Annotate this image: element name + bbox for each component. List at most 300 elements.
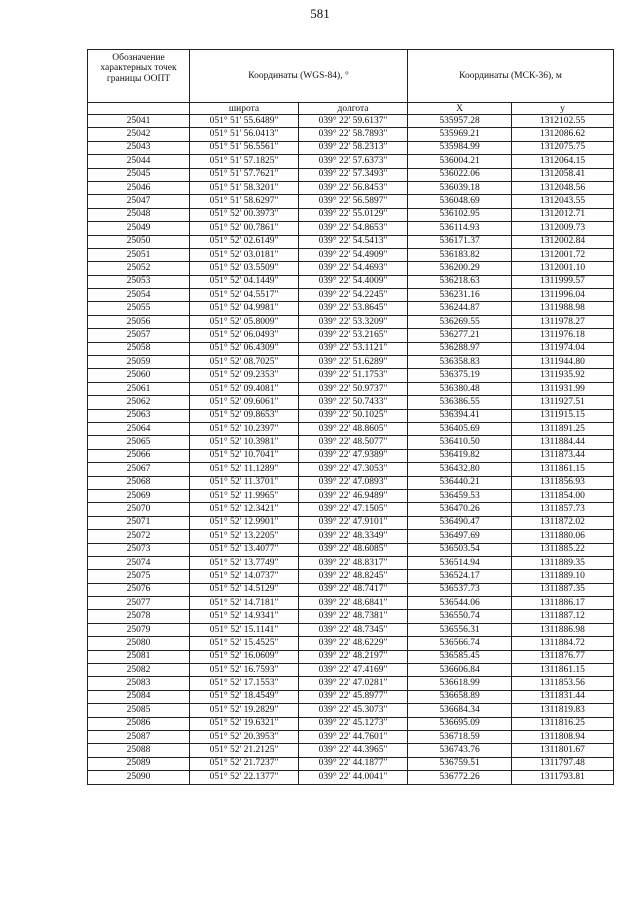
longitude-cell: 039° 22' 48.8605"	[299, 422, 408, 435]
y-coordinate-cell: 1311801.67	[512, 744, 614, 757]
x-coordinate-cell: 536218.63	[408, 275, 512, 288]
y-coordinate-cell: 1312001.10	[512, 262, 614, 275]
header-msk36-coordinates: Координаты (МСК-36), м	[408, 50, 614, 103]
x-coordinate-cell: 536244.87	[408, 302, 512, 315]
latitude-cell: 051° 52' 20.3953"	[190, 730, 299, 743]
x-coordinate-cell: 536759.51	[408, 757, 512, 770]
point-id-cell: 25046	[88, 181, 190, 194]
latitude-cell: 051° 52' 14.0737"	[190, 570, 299, 583]
point-id-cell: 25054	[88, 289, 190, 302]
y-coordinate-cell: 1311876.77	[512, 650, 614, 663]
x-coordinate-cell: 536102.95	[408, 208, 512, 221]
x-coordinate-cell: 536022.06	[408, 168, 512, 181]
x-coordinate-cell: 536772.26	[408, 771, 512, 784]
latitude-cell: 051° 52' 02.6149"	[190, 235, 299, 248]
point-id-cell: 25087	[88, 730, 190, 743]
table-row	[88, 128, 614, 141]
longitude-cell: 039° 22' 54.4909"	[299, 248, 408, 261]
point-id-cell: 25052	[88, 262, 190, 275]
table-row	[88, 181, 614, 194]
longitude-cell: 039° 22' 48.7345"	[299, 623, 408, 636]
longitude-cell: 039° 22' 57.6373"	[299, 155, 408, 168]
table-body	[88, 115, 614, 785]
point-id-cell: 25066	[88, 449, 190, 462]
y-coordinate-cell: 1311853.56	[512, 677, 614, 690]
x-coordinate-cell: 536004.21	[408, 155, 512, 168]
table-row	[88, 597, 614, 610]
y-coordinate-cell: 1311887.12	[512, 610, 614, 623]
x-coordinate-cell: 536514.94	[408, 556, 512, 569]
longitude-cell: 039° 22' 44.1877"	[299, 757, 408, 770]
table-row	[88, 369, 614, 382]
y-coordinate-cell: 1311935.92	[512, 369, 614, 382]
latitude-cell: 051° 52' 19.2829"	[190, 704, 299, 717]
longitude-cell: 039° 22' 44.0041"	[299, 771, 408, 784]
y-coordinate-cell: 1311854.00	[512, 489, 614, 502]
point-id-cell: 25068	[88, 476, 190, 489]
subheader-latitude: широта	[190, 103, 299, 115]
latitude-cell: 051° 52' 04.1449"	[190, 275, 299, 288]
table-row	[88, 690, 614, 703]
y-coordinate-cell: 1311891.25	[512, 422, 614, 435]
table-row	[88, 342, 614, 355]
longitude-cell: 039° 22' 48.6229"	[299, 637, 408, 650]
point-id-cell: 25049	[88, 222, 190, 235]
x-coordinate-cell: 536048.69	[408, 195, 512, 208]
latitude-cell: 051° 52' 00.3973"	[190, 208, 299, 221]
longitude-cell: 039° 22' 54.8653"	[299, 222, 408, 235]
latitude-cell: 051° 52' 03.0181"	[190, 248, 299, 261]
longitude-cell: 039° 22' 45.8977"	[299, 690, 408, 703]
latitude-cell: 051° 52' 14.5129"	[190, 583, 299, 596]
point-id-cell: 25084	[88, 690, 190, 703]
longitude-cell: 039° 22' 44.7601"	[299, 730, 408, 743]
table-row	[88, 208, 614, 221]
x-coordinate-cell: 536200.29	[408, 262, 512, 275]
point-id-cell: 25081	[88, 650, 190, 663]
latitude-cell: 051° 52' 15.1141"	[190, 623, 299, 636]
table-row	[88, 543, 614, 556]
latitude-cell: 051° 52' 04.9981"	[190, 302, 299, 315]
latitude-cell: 051° 51' 58.3201"	[190, 181, 299, 194]
subheader-x: X	[408, 103, 512, 115]
y-coordinate-cell: 1311797.48	[512, 757, 614, 770]
table-row	[88, 115, 614, 128]
x-coordinate-cell: 536432.80	[408, 463, 512, 476]
table-row	[88, 275, 614, 288]
table-row	[88, 141, 614, 154]
latitude-cell: 051° 52' 14.9341"	[190, 610, 299, 623]
y-coordinate-cell: 1311793.81	[512, 771, 614, 784]
x-coordinate-cell: 536618.99	[408, 677, 512, 690]
x-coordinate-cell: 536358.83	[408, 356, 512, 369]
header-point-designation: Обозначение характерных точек границы ООПТ	[88, 50, 190, 103]
table-row	[88, 583, 614, 596]
subheader-y: у	[512, 103, 614, 115]
table-row	[88, 315, 614, 328]
table-row	[88, 516, 614, 529]
longitude-cell: 039° 22' 44.3965"	[299, 744, 408, 757]
longitude-cell: 039° 22' 58.2313"	[299, 141, 408, 154]
table-row	[88, 503, 614, 516]
coordinates-table	[87, 49, 614, 785]
longitude-cell: 039° 22' 53.3209"	[299, 315, 408, 328]
point-id-cell: 25059	[88, 356, 190, 369]
point-id-cell: 25088	[88, 744, 190, 757]
x-coordinate-cell: 536695.09	[408, 717, 512, 730]
x-coordinate-cell: 536375.19	[408, 369, 512, 382]
latitude-cell: 051° 52' 21.2125"	[190, 744, 299, 757]
point-id-cell: 25067	[88, 463, 190, 476]
latitude-cell: 051° 52' 00.7861"	[190, 222, 299, 235]
point-id-cell: 25044	[88, 155, 190, 168]
subheader-empty	[88, 103, 190, 115]
x-coordinate-cell: 536544.06	[408, 597, 512, 610]
x-coordinate-cell: 535969.21	[408, 128, 512, 141]
longitude-cell: 039° 22' 58.7893"	[299, 128, 408, 141]
table-row	[88, 195, 614, 208]
latitude-cell: 051° 52' 06.0493"	[190, 329, 299, 342]
x-coordinate-cell: 535984.99	[408, 141, 512, 154]
point-id-cell: 25077	[88, 597, 190, 610]
x-coordinate-cell: 536503.54	[408, 543, 512, 556]
x-coordinate-cell: 536386.55	[408, 396, 512, 409]
x-coordinate-cell: 536231.16	[408, 289, 512, 302]
longitude-cell: 039° 22' 47.0893"	[299, 476, 408, 489]
longitude-cell: 039° 22' 50.7433"	[299, 396, 408, 409]
x-coordinate-cell: 536410.50	[408, 436, 512, 449]
y-coordinate-cell: 1311944.80	[512, 356, 614, 369]
point-id-cell: 25058	[88, 342, 190, 355]
latitude-cell: 051° 52' 10.3981"	[190, 436, 299, 449]
table-row	[88, 744, 614, 757]
x-coordinate-cell: 536497.69	[408, 530, 512, 543]
point-id-cell: 25060	[88, 369, 190, 382]
x-coordinate-cell: 536394.41	[408, 409, 512, 422]
longitude-cell: 039° 22' 48.8317"	[299, 556, 408, 569]
point-id-cell: 25042	[88, 128, 190, 141]
table-row	[88, 623, 614, 636]
y-coordinate-cell: 1312058.41	[512, 168, 614, 181]
latitude-cell: 051° 52' 03.5509"	[190, 262, 299, 275]
x-coordinate-cell: 536684.34	[408, 704, 512, 717]
y-coordinate-cell: 1311884.72	[512, 637, 614, 650]
y-coordinate-cell: 1311885.22	[512, 543, 614, 556]
longitude-cell: 039° 22' 59.6137"	[299, 115, 408, 128]
x-coordinate-cell: 536550.74	[408, 610, 512, 623]
x-coordinate-cell: 536269.55	[408, 315, 512, 328]
latitude-cell: 051° 52' 12.9901"	[190, 516, 299, 529]
y-coordinate-cell: 1311887.35	[512, 583, 614, 596]
table-row	[88, 396, 614, 409]
y-coordinate-cell: 1312001.72	[512, 248, 614, 261]
point-id-cell: 25090	[88, 771, 190, 784]
latitude-cell: 051° 52' 15.4525"	[190, 637, 299, 650]
y-coordinate-cell: 1311927.51	[512, 396, 614, 409]
longitude-cell: 039° 22' 46.9489"	[299, 489, 408, 502]
longitude-cell: 039° 22' 47.9389"	[299, 449, 408, 462]
table-row	[88, 637, 614, 650]
table-row	[88, 530, 614, 543]
table-row	[88, 248, 614, 261]
longitude-cell: 039° 22' 54.4009"	[299, 275, 408, 288]
y-coordinate-cell: 1311976.18	[512, 329, 614, 342]
y-coordinate-cell: 1311931.99	[512, 382, 614, 395]
x-coordinate-cell: 535957.28	[408, 115, 512, 128]
point-id-cell: 25050	[88, 235, 190, 248]
y-coordinate-cell: 1311816.25	[512, 717, 614, 730]
y-coordinate-cell: 1311861.15	[512, 463, 614, 476]
table-row	[88, 382, 614, 395]
point-id-cell: 25056	[88, 315, 190, 328]
point-id-cell: 25048	[88, 208, 190, 221]
latitude-cell: 051° 51' 56.5561"	[190, 141, 299, 154]
x-coordinate-cell: 536380.48	[408, 382, 512, 395]
x-coordinate-cell: 536566.74	[408, 637, 512, 650]
y-coordinate-cell: 1311889.10	[512, 570, 614, 583]
table-row	[88, 771, 614, 784]
latitude-cell: 051° 52' 09.8653"	[190, 409, 299, 422]
y-coordinate-cell: 1311873.44	[512, 449, 614, 462]
y-coordinate-cell: 1312075.75	[512, 141, 614, 154]
x-coordinate-cell: 536490.47	[408, 516, 512, 529]
point-id-cell: 25072	[88, 530, 190, 543]
y-coordinate-cell: 1312012.71	[512, 208, 614, 221]
longitude-cell: 039° 22' 53.8645"	[299, 302, 408, 315]
latitude-cell: 051° 52' 04.5517"	[190, 289, 299, 302]
table-row	[88, 717, 614, 730]
longitude-cell: 039° 22' 45.3073"	[299, 704, 408, 717]
longitude-cell: 039° 22' 51.1753"	[299, 369, 408, 382]
longitude-cell: 039° 22' 47.9101"	[299, 516, 408, 529]
table-row	[88, 664, 614, 677]
latitude-cell: 051° 51' 55.6489"	[190, 115, 299, 128]
y-coordinate-cell: 1311819.83	[512, 704, 614, 717]
longitude-cell: 039° 22' 50.9737"	[299, 382, 408, 395]
x-coordinate-cell: 536277.21	[408, 329, 512, 342]
longitude-cell: 039° 22' 47.3053"	[299, 463, 408, 476]
x-coordinate-cell: 536537.73	[408, 583, 512, 596]
table-row	[88, 235, 614, 248]
y-coordinate-cell: 1312048.56	[512, 181, 614, 194]
table-row	[88, 610, 614, 623]
latitude-cell: 051° 51' 56.0413"	[190, 128, 299, 141]
point-id-cell: 25079	[88, 623, 190, 636]
latitude-cell: 051° 52' 10.7041"	[190, 449, 299, 462]
latitude-cell: 051° 52' 11.3701"	[190, 476, 299, 489]
x-coordinate-cell: 536171.37	[408, 235, 512, 248]
y-coordinate-cell: 1311988.98	[512, 302, 614, 315]
subheader-longitude: долгота	[299, 103, 408, 115]
latitude-cell: 051° 52' 19.6321"	[190, 717, 299, 730]
y-coordinate-cell: 1311886.17	[512, 597, 614, 610]
y-coordinate-cell: 1311880.06	[512, 530, 614, 543]
point-id-cell: 25089	[88, 757, 190, 770]
table-row	[88, 302, 614, 315]
point-id-cell: 25043	[88, 141, 190, 154]
point-id-cell: 25045	[88, 168, 190, 181]
latitude-cell: 051° 51' 57.7621"	[190, 168, 299, 181]
latitude-cell: 051° 52' 22.1377"	[190, 771, 299, 784]
x-coordinate-cell: 536470.26	[408, 503, 512, 516]
x-coordinate-cell: 536658.89	[408, 690, 512, 703]
x-coordinate-cell: 536114.93	[408, 222, 512, 235]
subheader-row	[88, 103, 614, 115]
table-row	[88, 436, 614, 449]
longitude-cell: 039° 22' 47.0281"	[299, 677, 408, 690]
point-id-cell: 25047	[88, 195, 190, 208]
latitude-cell: 051° 52' 08.7025"	[190, 356, 299, 369]
table-row	[88, 289, 614, 302]
table-row	[88, 476, 614, 489]
y-coordinate-cell: 1312043.55	[512, 195, 614, 208]
point-id-cell: 25078	[88, 610, 190, 623]
table-row	[88, 449, 614, 462]
y-coordinate-cell: 1311831.44	[512, 690, 614, 703]
point-id-cell: 25055	[88, 302, 190, 315]
latitude-cell: 051° 52' 17.1553"	[190, 677, 299, 690]
table-row	[88, 489, 614, 502]
longitude-cell: 039° 22' 55.0129"	[299, 208, 408, 221]
latitude-cell: 051° 52' 10.2397"	[190, 422, 299, 435]
table-row	[88, 730, 614, 743]
y-coordinate-cell: 1311996.04	[512, 289, 614, 302]
point-id-cell: 25061	[88, 382, 190, 395]
point-id-cell: 25069	[88, 489, 190, 502]
y-coordinate-cell: 1311886.98	[512, 623, 614, 636]
y-coordinate-cell: 1311857.73	[512, 503, 614, 516]
y-coordinate-cell: 1311884.44	[512, 436, 614, 449]
longitude-cell: 039° 22' 51.6289"	[299, 356, 408, 369]
latitude-cell: 051° 52' 13.4077"	[190, 543, 299, 556]
x-coordinate-cell: 536606.84	[408, 664, 512, 677]
point-id-cell: 25075	[88, 570, 190, 583]
point-id-cell: 25051	[88, 248, 190, 261]
latitude-cell: 051° 52' 13.7749"	[190, 556, 299, 569]
latitude-cell: 051° 52' 05.8009"	[190, 315, 299, 328]
latitude-cell: 051° 52' 11.9965"	[190, 489, 299, 502]
longitude-cell: 039° 22' 54.2245"	[299, 289, 408, 302]
table-row	[88, 155, 614, 168]
longitude-cell: 039° 22' 48.6841"	[299, 597, 408, 610]
table-row	[88, 329, 614, 342]
point-id-cell: 25065	[88, 436, 190, 449]
longitude-cell: 039° 22' 48.2197"	[299, 650, 408, 663]
x-coordinate-cell: 536556.31	[408, 623, 512, 636]
longitude-cell: 039° 22' 50.1025"	[299, 409, 408, 422]
x-coordinate-cell: 536440.21	[408, 476, 512, 489]
latitude-cell: 051° 51' 57.1825"	[190, 155, 299, 168]
longitude-cell: 039° 22' 53.1121"	[299, 342, 408, 355]
table-row	[88, 556, 614, 569]
longitude-cell: 039° 22' 54.5413"	[299, 235, 408, 248]
point-id-cell: 25086	[88, 717, 190, 730]
x-coordinate-cell: 536288.97	[408, 342, 512, 355]
y-coordinate-cell: 1312064.15	[512, 155, 614, 168]
point-id-cell: 25057	[88, 329, 190, 342]
longitude-cell: 039° 22' 45.1273"	[299, 717, 408, 730]
longitude-cell: 039° 22' 56.5897"	[299, 195, 408, 208]
latitude-cell: 051° 52' 06.4309"	[190, 342, 299, 355]
point-id-cell: 25063	[88, 409, 190, 422]
longitude-cell: 039° 22' 57.3493"	[299, 168, 408, 181]
point-id-cell: 25071	[88, 516, 190, 529]
longitude-cell: 039° 22' 47.1505"	[299, 503, 408, 516]
x-coordinate-cell: 536743.76	[408, 744, 512, 757]
point-id-cell: 25070	[88, 503, 190, 516]
header-wgs84-coordinates: Координаты (WGS-84), °	[190, 50, 408, 103]
x-coordinate-cell: 536419.82	[408, 449, 512, 462]
y-coordinate-cell: 1311856.93	[512, 476, 614, 489]
y-coordinate-cell: 1312009.73	[512, 222, 614, 235]
longitude-cell: 039° 22' 48.8245"	[299, 570, 408, 583]
longitude-cell: 039° 22' 48.7417"	[299, 583, 408, 596]
point-id-cell: 25064	[88, 422, 190, 435]
y-coordinate-cell: 1311872.02	[512, 516, 614, 529]
table-row	[88, 463, 614, 476]
table-row	[88, 222, 614, 235]
point-id-cell: 25083	[88, 677, 190, 690]
longitude-cell: 039° 22' 47.4169"	[299, 664, 408, 677]
y-coordinate-cell: 1311861.15	[512, 664, 614, 677]
x-coordinate-cell: 536183.82	[408, 248, 512, 261]
x-coordinate-cell: 536585.45	[408, 650, 512, 663]
table-row	[88, 704, 614, 717]
y-coordinate-cell: 1311974.04	[512, 342, 614, 355]
table-row	[88, 570, 614, 583]
latitude-cell: 051° 52' 09.6061"	[190, 396, 299, 409]
y-coordinate-cell: 1311915.15	[512, 409, 614, 422]
latitude-cell: 051° 52' 21.7237"	[190, 757, 299, 770]
longitude-cell: 039° 22' 48.3349"	[299, 530, 408, 543]
latitude-cell: 051° 52' 13.2205"	[190, 530, 299, 543]
x-coordinate-cell: 536039.18	[408, 181, 512, 194]
y-coordinate-cell: 1312002.84	[512, 235, 614, 248]
page-number: 581	[310, 6, 330, 21]
table-row	[88, 262, 614, 275]
x-coordinate-cell: 536459.53	[408, 489, 512, 502]
y-coordinate-cell: 1311978.27	[512, 315, 614, 328]
latitude-cell: 051° 52' 09.4081"	[190, 382, 299, 395]
point-id-cell: 25082	[88, 664, 190, 677]
longitude-cell: 039° 22' 48.7381"	[299, 610, 408, 623]
longitude-cell: 039° 22' 48.6085"	[299, 543, 408, 556]
latitude-cell: 051° 52' 11.1289"	[190, 463, 299, 476]
y-coordinate-cell: 1312086.62	[512, 128, 614, 141]
y-coordinate-cell: 1312102.55	[512, 115, 614, 128]
table-row	[88, 422, 614, 435]
point-id-cell: 25053	[88, 275, 190, 288]
y-coordinate-cell: 1311808.94	[512, 730, 614, 743]
table-row	[88, 650, 614, 663]
table-row	[88, 409, 614, 422]
y-coordinate-cell: 1311889.35	[512, 556, 614, 569]
point-id-cell: 25041	[88, 115, 190, 128]
x-coordinate-cell: 536405.69	[408, 422, 512, 435]
y-coordinate-cell: 1311999.57	[512, 275, 614, 288]
point-id-cell: 25076	[88, 583, 190, 596]
latitude-cell: 051° 52' 14.7181"	[190, 597, 299, 610]
latitude-cell: 051° 52' 16.7593"	[190, 664, 299, 677]
point-id-cell: 25073	[88, 543, 190, 556]
x-coordinate-cell: 536718.59	[408, 730, 512, 743]
header-row	[88, 50, 614, 103]
longitude-cell: 039° 22' 54.4693"	[299, 262, 408, 275]
latitude-cell: 051° 51' 58.6297"	[190, 195, 299, 208]
table-row	[88, 168, 614, 181]
latitude-cell: 051° 52' 12.3421"	[190, 503, 299, 516]
point-id-cell: 25062	[88, 396, 190, 409]
